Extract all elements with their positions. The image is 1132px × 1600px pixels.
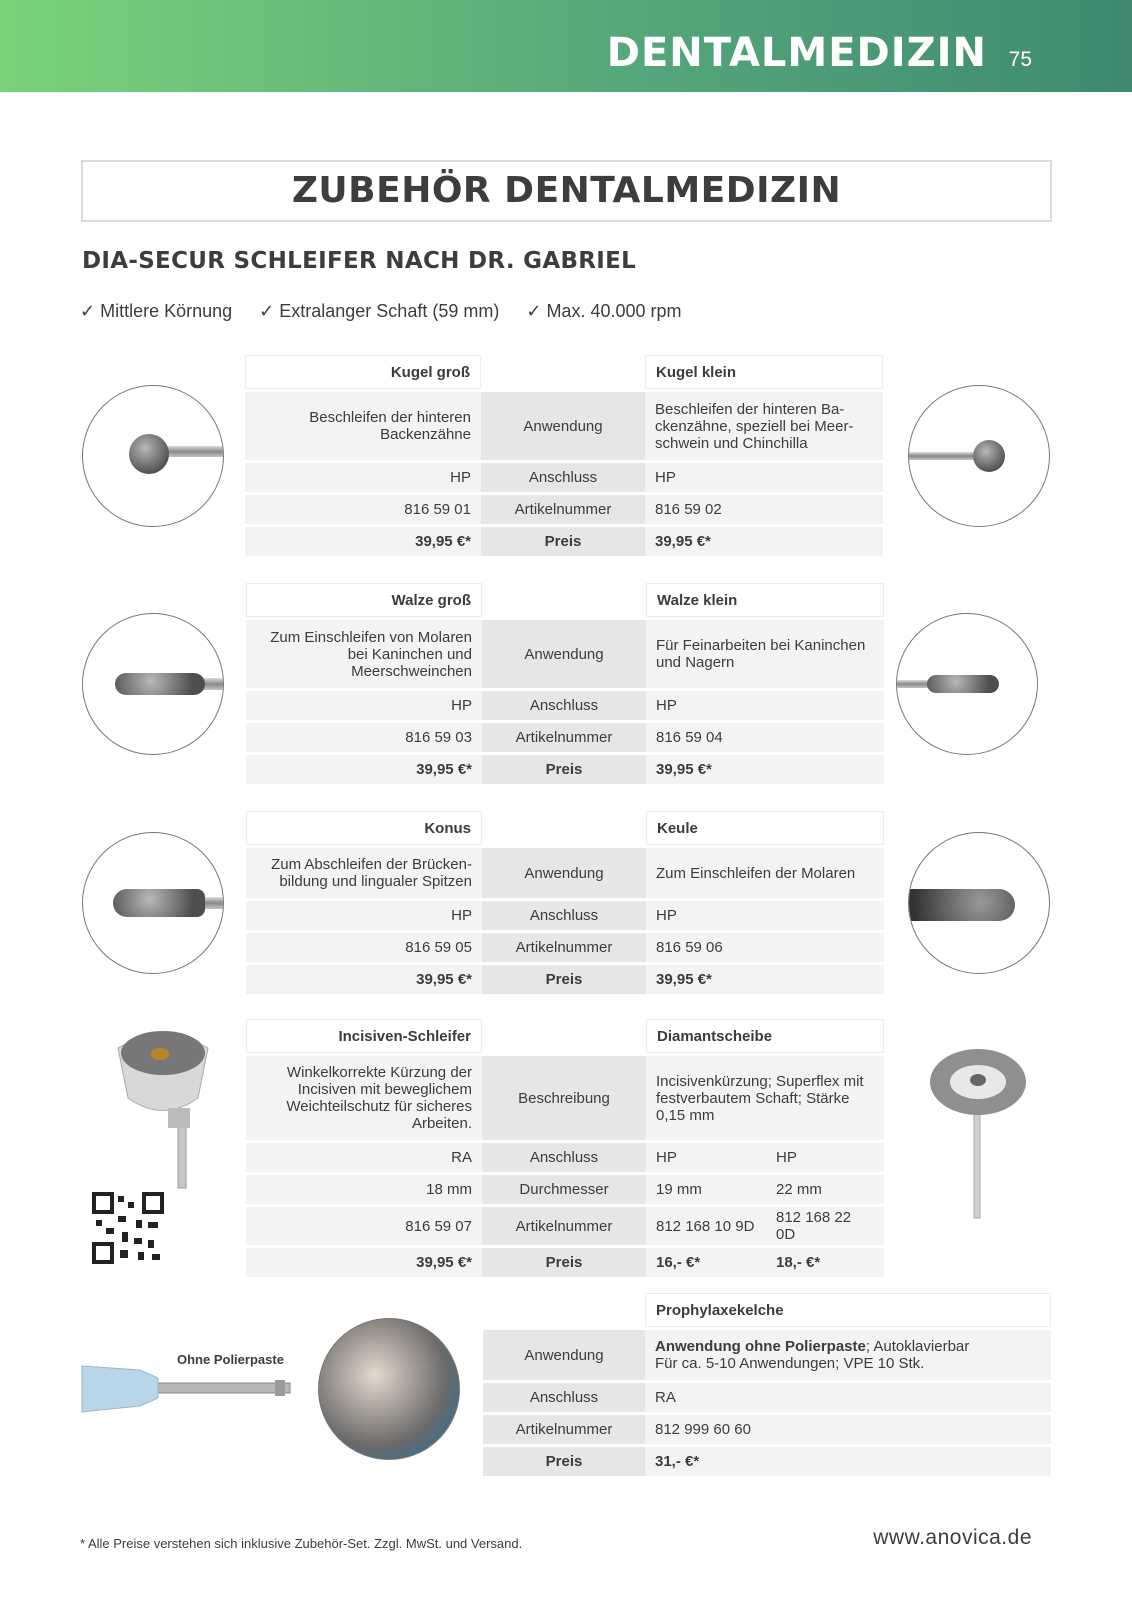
price: 39,95 €* [645,527,883,556]
kugel-gross-image [82,385,224,527]
walze-klein-image [896,613,1038,755]
prophylaxekelch-image [80,1360,295,1422]
product-name: Walze klein [646,583,884,617]
feature-shaft: ✓ Extralanger Schaft (59 mm) [259,301,500,321]
price: 39,95 €* [246,1248,482,1277]
header-banner [0,0,1132,92]
product-name: Walze groß [246,583,482,617]
main-title-box [81,160,1052,222]
page-number: 75 [1008,48,1032,71]
table-walze: Walze groß Walze klein Zum Einschleifen von Molaren bei Kaninchen und Meerschweinchen Anwendung Für Feinarbeiten bei Kaninchen und Nagern HP Anschluss HP 816 59 03 Artikelnummer 816 59 04 39,95 €* Preis 39,95 €* [246,580,884,787]
table-kugel: Kugel groß Kugel klein Beschleifen der hinteren Backenzähne Anwendung Beschleifen der hinteren Ba-ckenzähne, speziell bei Meer-schwein und Chinchilla HP Anschluss HP 816 59 01 Artikelnummer 816 59 02 39,95 €* Preis 39,95 €* [245,352,883,559]
incisiven-schleifer-image [108,1028,218,1190]
footer-url[interactable]: www.anovica.de [873,1526,1032,1549]
product-name: Prophylaxekelche [645,1293,1051,1327]
product-name: Kugel groß [245,355,481,389]
polierpaste-label: Ohne Polierpaste [177,1352,284,1367]
product-name: Konus [246,811,482,845]
feature-grit: ✓ Mittlere Körnung [80,301,233,321]
kugel-klein-image [908,385,1050,527]
feature-rpm: ✓ Max. 40.000 rpm [526,301,682,321]
price: 16,- €* [646,1248,766,1277]
price: 18,- €* [766,1248,884,1277]
product-name: Diamantscheibe [646,1019,884,1053]
diamantscheibe-image [928,1040,1028,1222]
table-incisiven-diamant: Incisiven-Schleifer Diamantscheibe Winkelkorrekte Kürzung der Incisiven mit beweglichem Weichteilschutz für sicheres Arbeiten. Beschreibung Incisivenkürzung; Superflex mit festverbautem Schaft; Stärke 0,15 mm RA Anschluss HP HP 18 mm Durchmesser 19 mm 22 mm 816 59 07 Artikelnummer 812 168 10 9D 812 168 22 0D 39,95 €* Preis 16,- €* 18,- €* [246,1016,884,1280]
footer-note: * Alle Preise verstehen sich inklusive Zubehör-Set. Zzgl. MwSt. und Versand. [80,1536,523,1551]
main-title: ZUBEHÖR DENTALMEDIZIN [291,170,842,211]
konus-image [82,832,224,974]
keule-image [908,832,1050,974]
product-name: Kugel klein [645,355,883,389]
feature-list [80,301,704,322]
table-konus-keule: Konus Keule Zum Abschleifen der Brücken-bildung und lingualer Spitzen Anwendung Zum Einschleifen der Molaren HP Anschluss HP 816 59 05 Artikelnummer 816 59 06 39,95 €* Preis 39,95 €* [246,808,884,997]
treatment-photo [318,1318,460,1460]
price: 39,95 €* [646,965,884,994]
price: 39,95 €* [246,965,482,994]
price: 31,- €* [645,1447,1051,1476]
qr-code [92,1192,164,1264]
price: 39,95 €* [245,527,481,556]
subtitle: DIA-SECUR SCHLEIFER NACH DR. GABRIEL [82,248,637,274]
price: 39,95 €* [646,755,884,784]
prophylaxe-anwendung: Anwendung ohne Polierpaste; Autoklavierbar Für ca. 5-10 Anwendungen; VPE 10 Stk. [645,1330,1051,1380]
section-title: DENTALMEDIZIN [606,30,987,76]
price: 39,95 €* [246,755,482,784]
table-prophylaxe: Prophylaxekelche Anwendung Anwendung ohne Polierpaste; Autoklavierbar Für ca. 5-10 Anwendungen; VPE 10 Stk. Anschluss RA Artikelnummer 812 999 60 60 Preis 31,- €* [483,1290,1051,1479]
product-name: Incisiven-Schleifer [246,1019,482,1053]
walze-gross-image [82,613,224,755]
product-name: Keule [646,811,884,845]
